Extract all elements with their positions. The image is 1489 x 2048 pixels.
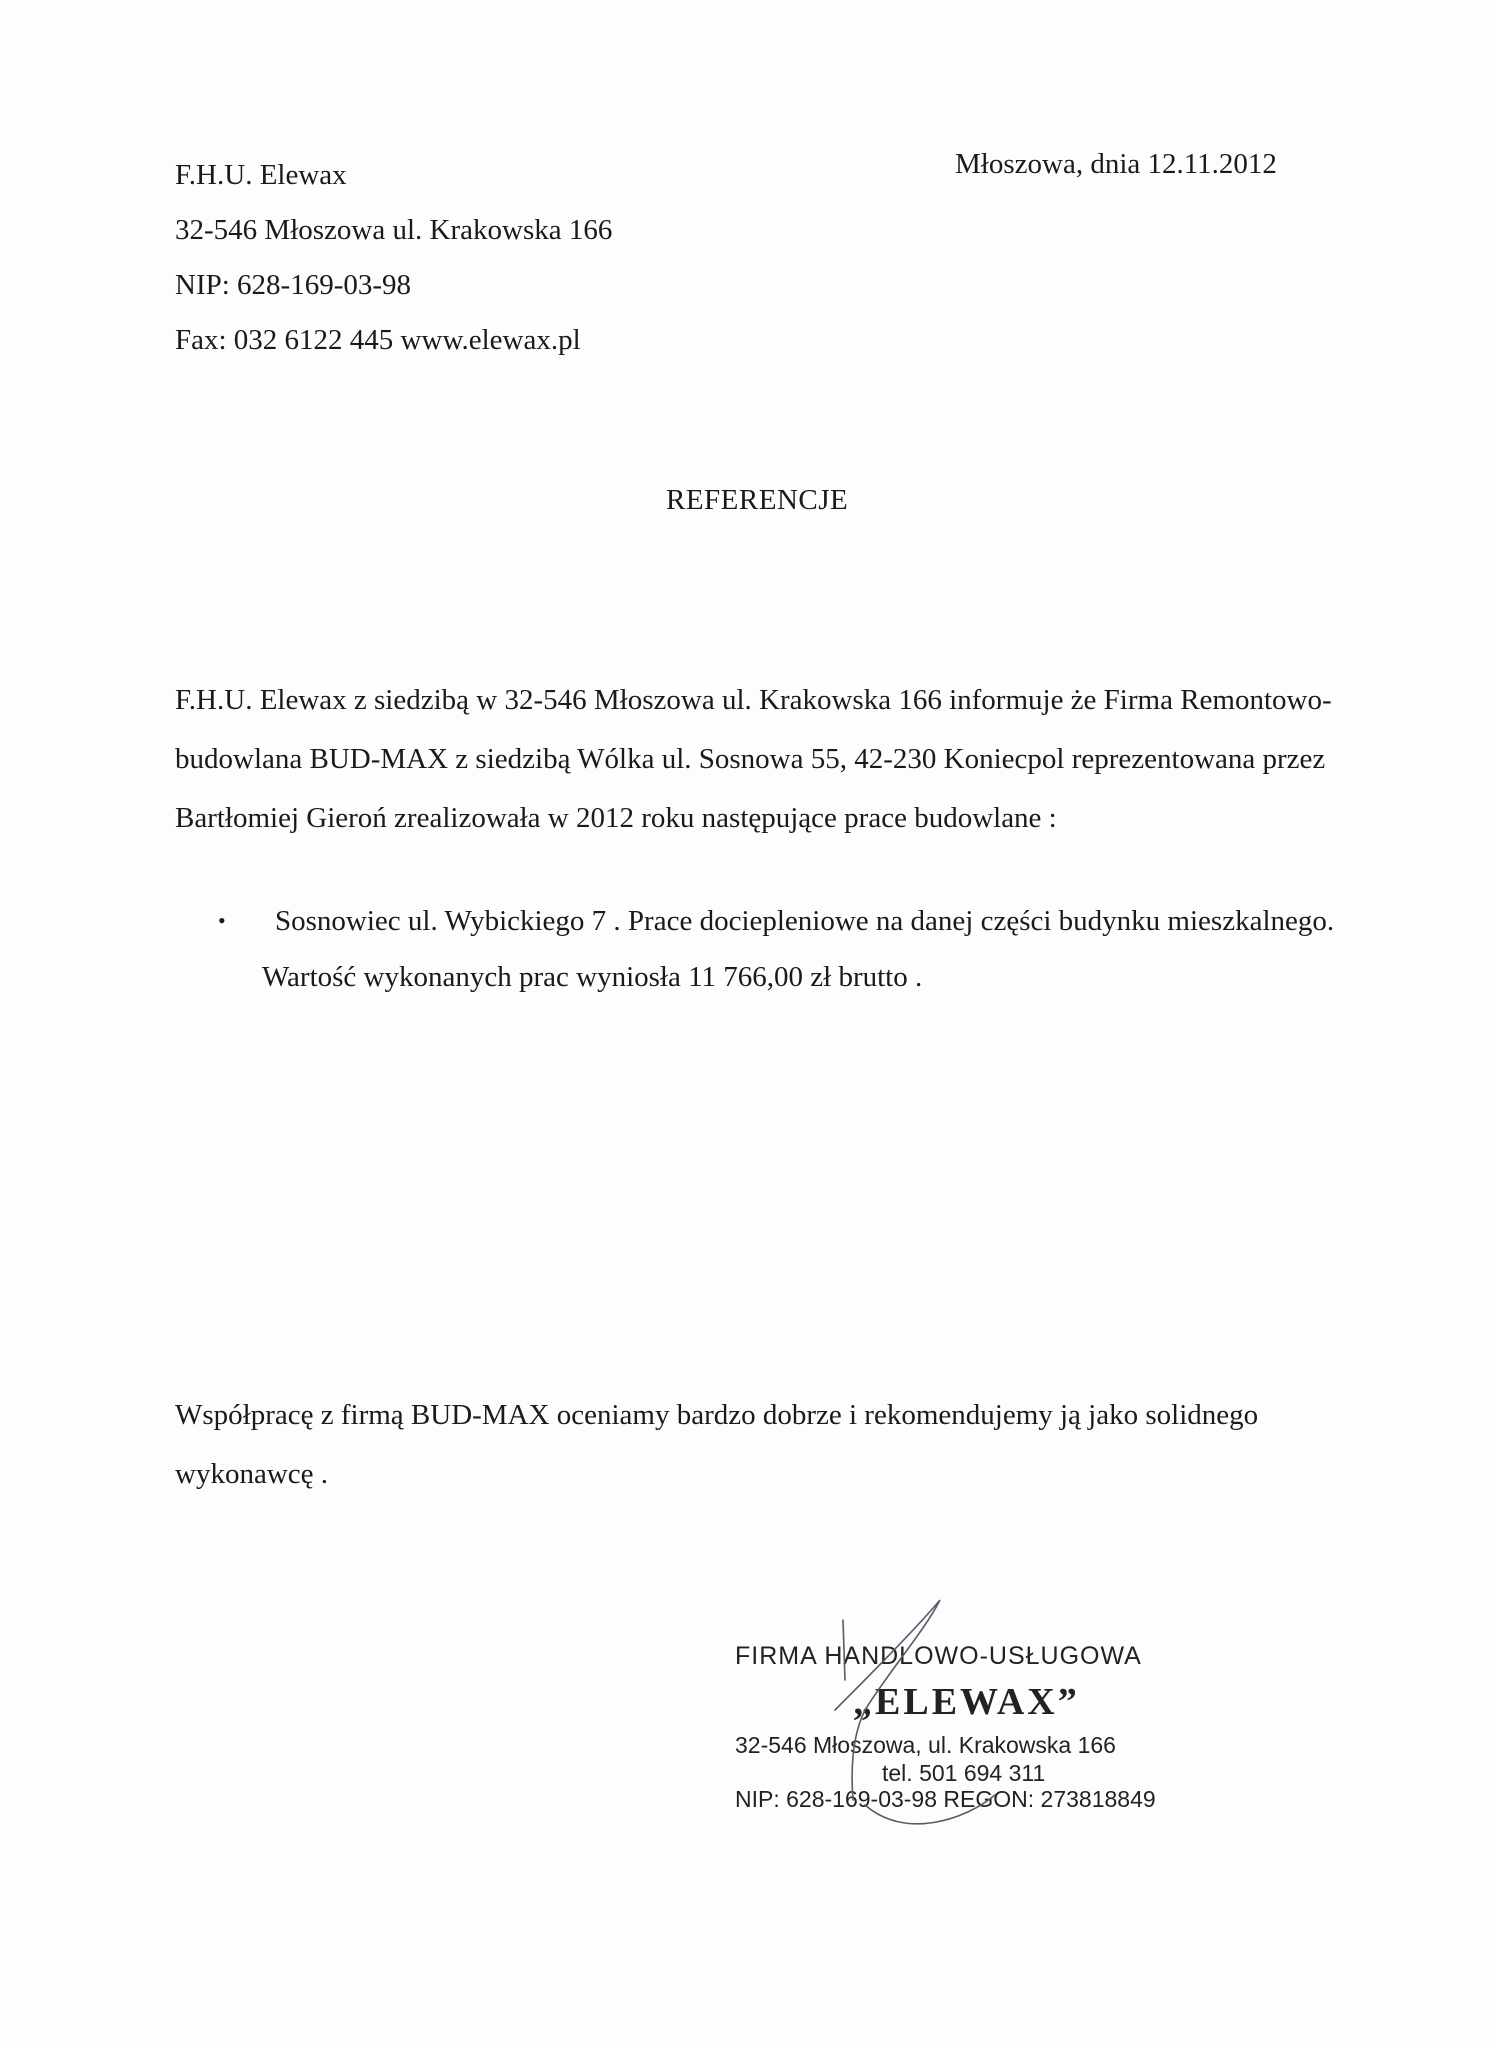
closing-line: wykonawcę . (175, 1458, 329, 1490)
body-paragraph (175, 671, 1345, 848)
body-line: Bartłomiej Gieroń zrealizowała w 2012 roku następujące prace budowlane : (175, 802, 1057, 834)
stamp-company-name: „ELEWAX” (853, 1681, 1080, 1723)
document-title: REFERENCJE (666, 484, 849, 516)
closing-line: Współpracę z firmą BUD-MAX oceniamy bardzo dobrze i rekomendujemy ją jako solidnego (175, 1399, 1259, 1431)
sender-name: F.H.U. Elewax (175, 159, 347, 191)
sender-block (175, 148, 612, 368)
body-line: F.H.U. Elewax z siedzibą w 32-546 Młoszowa ul. Krakowska 166 informuje że Firma Remontowo- (175, 684, 1332, 716)
stamp-company-type: FIRMA HANDLOWO-USŁUGOWA (735, 1642, 1142, 1670)
body-line: budowlana BUD-MAX z siedzibą Wólka ul. Sosnowa 55, 42-230 Koniecpol reprezentowana przez (175, 743, 1326, 775)
stamp-ids: NIP: 628-169-03-98 REGON: 273818849 (735, 1786, 1156, 1812)
bullet-icon: • (218, 908, 226, 933)
sender-address: 32-546 Młoszowa ul. Krakowska 166 (175, 214, 613, 246)
closing-paragraph (175, 1386, 1258, 1504)
company-stamp (735, 1638, 1155, 1828)
list-item-continuation: Wartość wykonanych prac wyniosła 11 766,00 zł brutto . (262, 961, 923, 993)
sender-nip: NIP: 628-169-03-98 (175, 269, 412, 301)
stamp-address: 32-546 Młoszowa, ul. Krakowska 166 (735, 1732, 1116, 1758)
document-date: Młoszowa, dnia 12.11.2012 (955, 148, 1277, 180)
list-item: Sosnowiec ul. Wybickiego 7 . Prace dociepleniowe na danej części budynku mieszkalnego. (275, 905, 1335, 937)
sender-contact: Fax: 032 6122 445 www.elewax.pl (175, 324, 581, 356)
stamp-phone: tel. 501 694 311 (882, 1760, 1046, 1786)
